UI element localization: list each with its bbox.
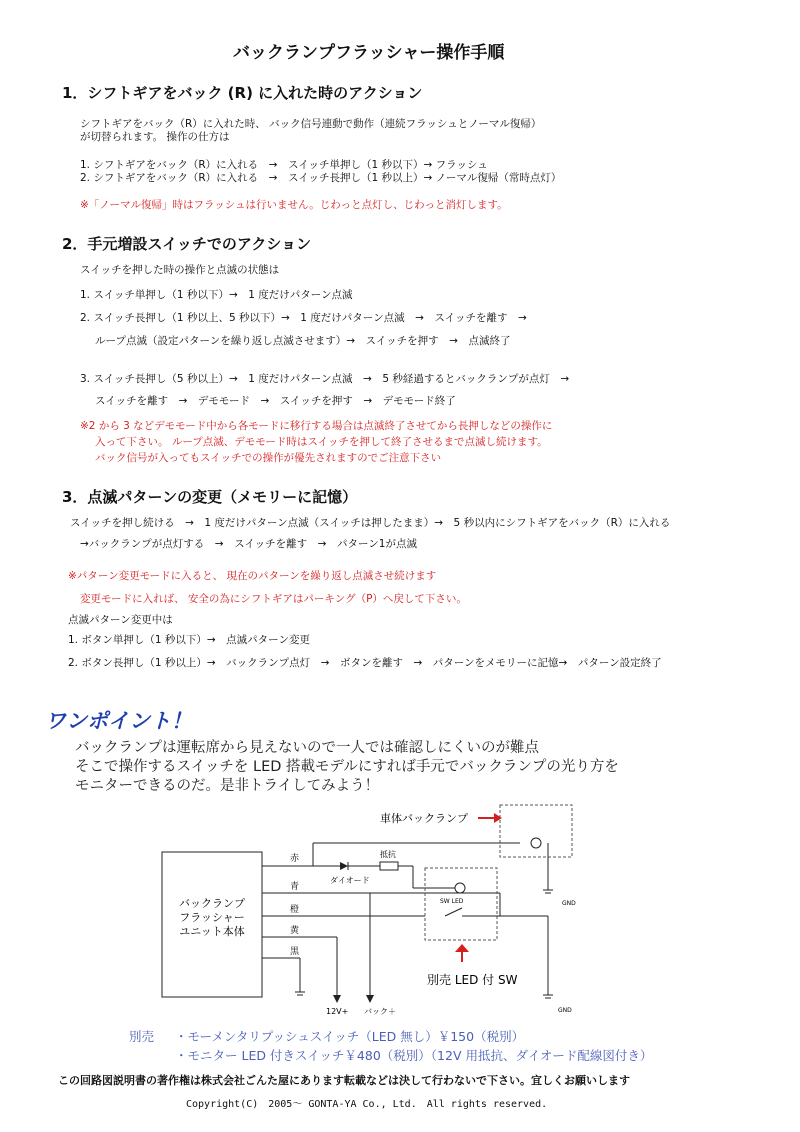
label-gnd-2: GND [558, 1007, 572, 1014]
s1-item-2: 2. シフトギアをバック（R）に入れる → スイッチ長押し（1 秒以上）→ ノーマル復帰（常時点灯） [80, 172, 562, 184]
s2-intro: スイッチを押した時の操作と点滅の状態は [80, 264, 280, 276]
switch-arrow-icon [455, 944, 469, 952]
footer-copyright: Copyright(C) 2005～ GONTA-YA Co., Ltd. All rights reserved. [186, 1099, 548, 1110]
label-vehicle-lamp: 車体バックランプ [380, 812, 468, 825]
unit-label-3: ユニット本体 [179, 925, 245, 938]
label-wire-yellow: 黄 [290, 926, 300, 936]
s2-item-3b: スイッチを離す → デモモード → スイッチを押す → デモモード終了 [95, 395, 456, 407]
label-wire-red: 赤 [290, 854, 300, 864]
s3-item-2: 2. ボタン長押し（1 秒以上）→ バックランプ点灯 → ボタンを離す → パターンをメモリーに記憶→ パターン設定終了 [68, 657, 662, 669]
footer-notice: この回路図説明書の著作権は株式会社ごんた屋にあります転載などは決して行わないで下さい。宜しくお願いします [58, 1074, 630, 1087]
label-diode: ダイオード [330, 876, 370, 885]
section-1-heading: 1．シフトギアをバック (R) に入れた時のアクション [62, 84, 423, 102]
s3-item-1: 1. ボタン単押し（1 秒以下）→ 点滅パターン変更 [68, 634, 310, 646]
s3-line-2: →バックランプが点灯する → スイッチを離す → パターン1が点滅 [80, 538, 417, 550]
option-item-1: ・モーメンタリプッシュスイッチ（LED 無し）￥150（税別） [175, 1029, 525, 1044]
onepoint-line-1: バックランプは運転席から見えないので一人では確認しにくいのが難点 [75, 740, 539, 756]
section-3-heading: 3．点滅パターンの変更（メモリーに記憶） [62, 488, 358, 506]
s2-item-2a: 2. スイッチ長押し（1 秒以上、5 秒以下）→ 1 度だけパターン点滅 → スイッチを離す → [80, 312, 527, 324]
label-led-switch: 別売 LED 付 SW [427, 973, 518, 987]
label-resistor: 抵抗 [380, 850, 396, 859]
lamp-arrow-icon [494, 813, 502, 823]
s2-note-1: ※2 から 3 などデモモード中から各モードに移行する場合は点滅終了させてから長押しなどの操作に [80, 420, 553, 432]
switch-contact-icon [445, 908, 462, 916]
s1-note: ※「ノーマル復帰」時はフラッシュは行いません。じわっと点灯し、じわっと消灯します。 [80, 199, 508, 211]
s2-item-3a: 3. スイッチ長押し（5 秒以上）→ 1 度だけパターン点滅 → 5 秒経過するとバックランプが点灯 → [80, 373, 570, 385]
label-wire-black: 黒 [290, 947, 300, 957]
options-label: 別売 [129, 1029, 155, 1044]
page-title: バックランプフラッシャー操作手順 [233, 43, 505, 63]
s3-line-1: スイッチを押し続ける → 1 度だけパターン点滅（スイッチは押したまま）→ 5 秒以内にシフトギアをバック（R）に入れる [70, 517, 671, 529]
s3-note-2: 変更モードに入れば、 安全の為にシフトギアはパーキング（P）へ戻して下さい。 [80, 593, 467, 605]
unit-label-2: フラッシャー [179, 911, 245, 924]
s3-note-1: ※パターン変更モードに入ると、 現在のパターンを繰り返し点滅させ続けます [68, 570, 437, 582]
option-item-2: ・モニター LED 付きスイッチ￥480（税別）（12V 用抵抗、ダイオード配線図付き） [175, 1048, 653, 1063]
s2-item-2b: ループ点滅（設定パターンを繰り返し点滅させます）→ スイッチを押す → 点滅終了 [95, 335, 511, 347]
s2-item-1: 1. スイッチ単押し（1 秒以下）→ 1 度だけパターン点滅 [80, 289, 353, 301]
s1-intro-line1: シフトギアをバック（R）に入れた時、 バック信号連動で動作（連続フラッシュとノーマル復帰） [80, 118, 542, 130]
s3-sub: 点滅パターン変更中は [68, 614, 173, 626]
label-sw-small: SW LED [440, 898, 464, 905]
resistor-symbol [380, 862, 398, 870]
section-2-heading: 2．手元増設スイッチでのアクション [62, 235, 312, 253]
label-wire-blue: 青 [290, 882, 300, 892]
label-gnd-1: GND [562, 900, 576, 907]
onepoint-line-3: モニターできるのだ。是非トライしてみよう！ [75, 778, 380, 794]
switch-led-icon [455, 883, 465, 893]
lamp-led-icon [531, 838, 541, 848]
onepoint-title: ワンポイント！ [45, 709, 192, 733]
diode-symbol [340, 862, 348, 870]
label-back-plus: バック＋ [364, 1007, 396, 1016]
s1-intro-line2: が切替られます。 操作の仕方は [80, 131, 230, 143]
label-wire-orange: 橙 [290, 905, 300, 915]
lamp-box [500, 805, 572, 857]
s2-note-3: バック信号が入ってもスイッチでの操作が優先されますのでご注意下さい [95, 452, 442, 464]
label-12v: 12V+ [326, 1007, 349, 1016]
onepoint-line-2: そこで操作するスイッチを LED 搭載モデルにすれば手元でバックランプの光り方を [75, 759, 619, 775]
s2-note-2: 入って下さい。 ループ点滅、デモモード時はスイッチを押して終了させるまで点滅し続けます。 [95, 436, 548, 448]
unit-label-1: バックランプ [179, 897, 245, 910]
s1-item-1: 1. シフトギアをバック（R）に入れる → スイッチ単押し（1 秒以下）→ フラッシュ [80, 159, 488, 171]
